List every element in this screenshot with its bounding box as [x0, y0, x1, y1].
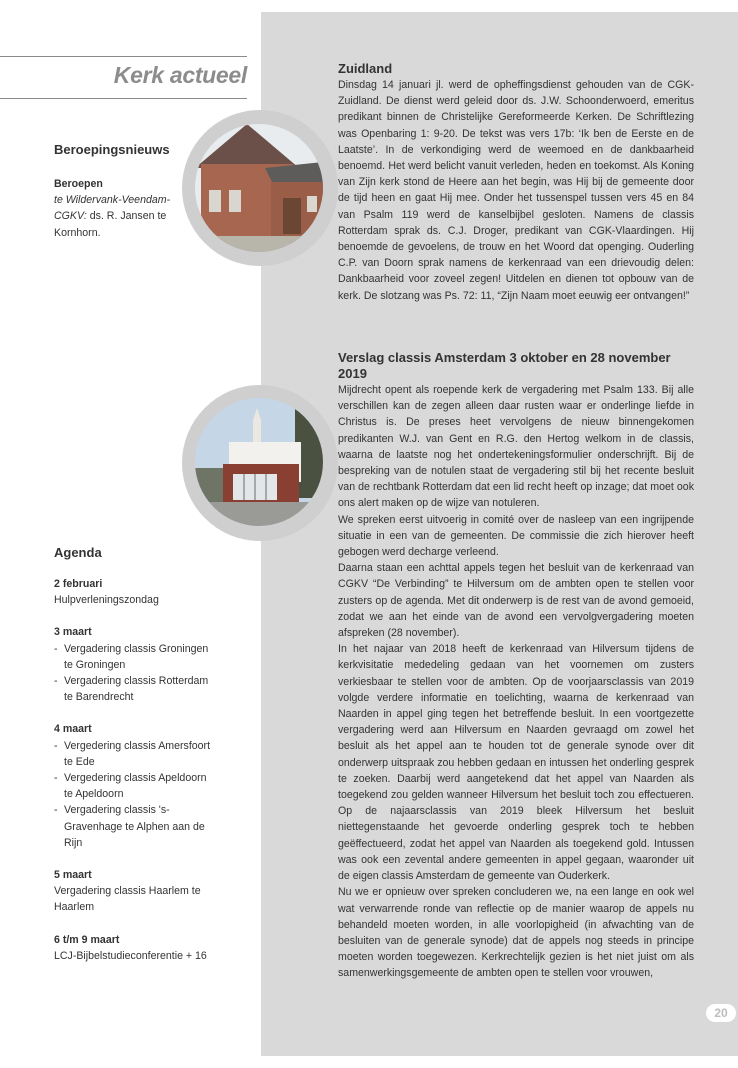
agenda-bullet: - Vergadering classis 's-Gravenhage te Alphen aan de Rijn: [54, 802, 214, 851]
section-title: Kerk actueel: [113, 62, 247, 88]
beroepen-name: ds. R. Jansen te Kornhorn.: [54, 210, 167, 239]
agenda-heading: Agenda: [54, 545, 102, 560]
agenda-item: [54, 721, 214, 851]
agenda-bullet: - Vergedering classis Amersfoort te Ede: [54, 738, 214, 770]
beroepen-place: te Wildervank-Veendam-CGKV:: [54, 194, 171, 223]
article-title: Zuidland: [338, 61, 393, 76]
beroepen-label: Beroepen: [54, 178, 103, 190]
article-paragraph: We spreken eerst uitvoerig in comité over de nasleep van een ingrijpende situatie in een van de gemeenten. De commissie die zich hierover heeft gebogen werd decharge verleend.: [338, 513, 694, 559]
article-title: Verslag classis Amsterdam 3 oktober en 28 november 2019: [338, 350, 671, 381]
church-zuidland-photo: [195, 124, 323, 252]
beroepingsnieuws-heading: Beroepingsnieuws: [54, 142, 170, 157]
agenda-item: [54, 867, 214, 916]
beroepingsnieuws-text: [54, 176, 194, 241]
agenda-date: 3 maart: [54, 626, 92, 639]
page-number: 20: [706, 1004, 736, 1022]
church-amsterdam-photo: [195, 398, 323, 526]
article-body: Dinsdag 14 januari jl. werd de opheffingsdienst gehouden van de CGK-Zuidland. De dienst werd geleid door ds. J.W. Schoonderwoerd, emeritus predikant binnen de Christelijke Gereformeerde Kerken. De Schriftlezing was Openbaring 1: 9-20. De tekst was vers 17b: ‘Ik ben de Eerste en de Laatste’. In de verkondiging werd de weemoed en de dankbaarheid benoemd. Het werd belicht vanuit verleden, heden en toekomst. Als Koning van Zijn kerk stond de Heere aan het begin, was Hij bij de gemeente door de tijd heen en gaat Hij mee. Onder het tussenspel tussen vers 45 en 84 van Psalm 119 werd de kanselbijbel gesloten. Namens de classis Rotterdam sprak ds. C.J. Droger, predikant van CGK-Vlaardingen. Hij benoemde de gevoelens, de trouw en het Woord dat openging. Ouderling C.P. van Doorn sprak namens de kerkenraad van een drievoudig delen: Dankbaarheid voor zoveel zegen! Uitdelen en dienen tot opbouw van de kerk. De slotzang was Ps. 72: 11, “Zijn Naam moet eeuwig eer ontvangen!”: [338, 79, 694, 302]
agenda-item: [54, 932, 214, 964]
agenda-bullet: - Vergedering classis Apeldoorn te Apeldoorn: [54, 770, 214, 802]
header-rule-bottom: [0, 98, 247, 99]
agenda-date: 4 maart: [54, 723, 92, 736]
agenda-date: 6 t/m 9 maart: [54, 933, 120, 946]
agenda-bullet: - Vergadering classis Rotterdam te Barendrecht: [54, 673, 214, 705]
article-paragraph: Mijdrecht opent als roepende kerk de vergadering met Psalm 133. Bij alle verschillen kan de zegen alleen daar rusten waar er onderlinge liefde in Christus is. De preses heet vervolgens de nieuw binnengekomen predikanten W.J. van Gent en R.G. den Hertog welkom in de classis, waarna de laatste nog het ondertekeningsformulier onderschrijft. Bij de bespreking van de notulen staat de vergadering stil bij het recente besluit van de rechtbank Rotterdam dat een lid recht heeft op inzage; dat moet ook ons alert maken op de wijze van notuleren.: [338, 384, 694, 510]
agenda-line: Hulpverleningszondag: [54, 594, 159, 607]
article-paragraph: In het najaar van 2018 heeft de kerkenraad van Hilversum tijdens de kerkvisitatie mededeling gedaan van het voornemen om zusters verkiesbaar te stellen voor de ambten. Op de voorjaarsclassis van 2019 volgde verdere informatie en toelichting, waarna de kerkenraad van Naarden in appel ging tegen het betreffende besluit. In een voortgezette vergadering werd aan Hilversum en Naarden gevraagd om zowel het besluit als het appel aan te houden tot de generale synode over dit onderwerp uitspraak zou hebben gedaan en intussen het onderling gesprek te zoeken. Daarbij werd aangetekend dat het appel van Naarden als toegekend zou gelden wanneer Hilversum het besluit toch zou effectueren. Op de najaarsclassis van 2019 bleek Hilversum het besluit niettegenstaande het gevoerde onderling gesprek toch te hebben geëffectueerd, zodat het appel van Naarden als toegekend gold. Intussen was ook een zevental andere gemeenten in appel gegaan, waaronder uit de eigen classis Amsterdam de gemeente van Ouderkerk.: [338, 643, 694, 883]
article-paragraph: Daarna staan een achttal appels tegen het besluit van de kerkenraad van CGKV “De Verbinding” te Hilversum om de ambten open te stellen voor zusters op de agenda. Met dit onderwerp is de rest van de avond gemoeid, zodat we aan het einde van de avond een vervolgvergadering moeten afspreken (28 november).: [338, 562, 694, 640]
agenda-line: Vergadering classis Haarlem te Haarlem: [54, 885, 201, 914]
agenda-item: [54, 576, 214, 608]
article-zuidland: [338, 61, 694, 304]
agenda-date: 5 maart: [54, 869, 92, 882]
agenda-date: 2 februari: [54, 578, 103, 590]
article-paragraph: Nu we er opnieuw over spreken concluderen we, na een lange en ook wel wat verwarrende ronde van reflectie op de manier waarop de appels nu behandeld moeten worden, in alle voorlopigheid (in afwachting van de besluiten van de generale synode) dat de appels nog steeds in principe moeten worden toegewezen. Kerkrechtelijk gezien is het niet juist om als samenwerkingsgemeente de ambten open te stellen voor vrouwen,: [338, 886, 694, 980]
agenda-list: [54, 576, 214, 964]
header-rule-top: [0, 56, 247, 57]
agenda-item: [54, 624, 214, 705]
article-amsterdam: [338, 350, 694, 982]
agenda-line: LCJ-Bijbelstudieconferentie + 16: [54, 949, 207, 962]
agenda-bullet: - Vergadering classis Groningen te Groningen: [54, 641, 214, 673]
